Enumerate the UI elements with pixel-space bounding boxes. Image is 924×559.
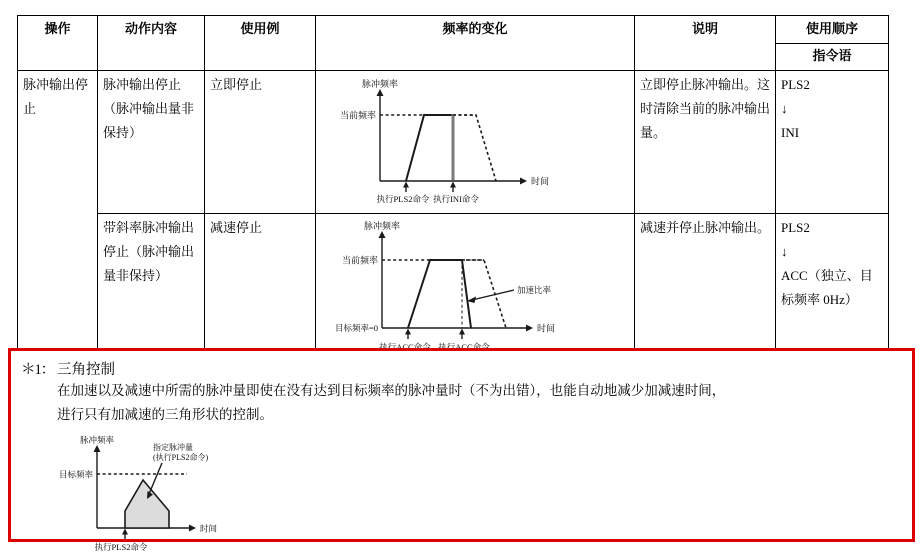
- chart1-x-axis-arrow: [520, 178, 527, 185]
- col-header-usage-order: 使用顺序: [776, 16, 889, 44]
- cell-usage-1: 立即停止: [205, 71, 316, 214]
- chart1-planned-decel-dashed: [453, 115, 496, 181]
- instruction-line: ACC（独立、目标频率 0Hz）: [781, 268, 873, 308]
- chart1-y-axis-label: 脉冲频率: [361, 79, 399, 90]
- footnote-box: [8, 348, 915, 552]
- cell-usage-2: 减速停止: [205, 214, 316, 365]
- cell-operation: 脉冲输出停止: [18, 71, 98, 365]
- chart1-event2-arrowhead: [450, 182, 456, 188]
- chart1-x-axis-label: 时间: [531, 176, 550, 187]
- chart2-x-axis-arrow: [526, 325, 533, 332]
- instruction-line: INI: [781, 125, 800, 141]
- chart3-pulse-amount-label-line2: (执行PLS2命令): [153, 452, 209, 462]
- cell-description-1: 立即停止脉冲输出。这时清除当前的脉冲输出量。: [635, 71, 776, 214]
- pulse-output-table: [17, 15, 889, 365]
- table-row-immediate-stop: [18, 71, 889, 214]
- chart2-accel-ratio-label: 加速比率: [517, 285, 552, 296]
- chart3-target-frequency-label: 目标频率: [58, 469, 93, 480]
- cell-description-2: 减速并停止脉冲输出。: [635, 214, 776, 365]
- header-row: [18, 16, 889, 44]
- chart3-y-axis-label: 脉冲频率: [79, 434, 115, 445]
- col-header-action: 动作内容: [98, 16, 205, 71]
- cell-chart-decel-stop: [316, 214, 635, 365]
- cell-action-2: 带斜率脉冲输出停止（脉冲输出量非保持）: [98, 214, 205, 365]
- chart2-event2-arrowhead: [459, 329, 465, 335]
- chart3-event1-label: 执行PLS2命令: [94, 541, 148, 552]
- col-header-usage: 使用例: [205, 16, 316, 71]
- col-header-instruction: 指令语: [776, 44, 889, 71]
- chart2-y-axis-label: 脉冲频率: [363, 221, 401, 232]
- footnote-body: [57, 379, 902, 428]
- chart3-triangle-profile: [125, 480, 169, 528]
- chart1-accel-curve: [406, 115, 453, 181]
- cell-instruction-1: [776, 71, 889, 214]
- table-row-decel-stop: [18, 214, 889, 365]
- chart2-annotation-leader: [472, 290, 514, 300]
- immediate-stop-chart: [328, 75, 628, 205]
- chart3-annotation-leader: [149, 463, 162, 494]
- chart1-event2-label: 执行INI命令: [433, 194, 479, 205]
- footnote-title: 三角控制: [57, 362, 115, 378]
- chart2-x-axis-label: 时间: [537, 323, 556, 334]
- down-arrow-icon: ↓: [781, 101, 788, 117]
- chart2-target-frequency-zero-label: 目标频率=0: [334, 323, 378, 334]
- cell-instruction-2: [776, 214, 889, 365]
- triangle-control-chart: [35, 432, 265, 554]
- cell-chart-immediate-stop: [316, 71, 635, 214]
- footnote-title-row: [21, 358, 902, 379]
- chart2-current-frequency-label: 当前频率: [341, 255, 378, 266]
- chart1-current-frequency-label: 当前频率: [339, 110, 376, 121]
- footnote-text-line2: 进行只有加减速的三角形状的控制。: [57, 407, 273, 423]
- down-arrow-icon: ↓: [781, 244, 788, 260]
- chart3-x-axis-label: 时间: [200, 523, 218, 534]
- col-header-freq-change: 频率的变化: [316, 16, 635, 71]
- decel-stop-chart: [326, 216, 626, 356]
- instruction-line: PLS2: [781, 220, 810, 236]
- col-header-operation: 操作: [18, 16, 98, 71]
- chart3-x-axis-arrow: [189, 524, 196, 531]
- instruction-line: PLS2: [781, 77, 810, 93]
- chart3-pulse-amount-label-line1: 指定脉冲量: [153, 442, 193, 452]
- col-header-description: 说明: [635, 16, 776, 71]
- cell-action-1: 脉冲输出停止（脉冲输出量非保持）: [98, 71, 205, 214]
- chart1-event1-arrowhead: [403, 182, 409, 188]
- chart2-event1-arrowhead: [405, 329, 411, 335]
- chart3-event1-arrowhead: [122, 528, 128, 534]
- footnote-text-line1: 在加速以及减速中所需的脉冲量即使在没有达到目标频率的脉冲量时（不为出错），也能自动地减少加减速时间，: [57, 383, 726, 398]
- footnote-marker: ＊1：: [21, 362, 55, 378]
- chart1-event1-label: 执行PLS2命令: [376, 194, 430, 205]
